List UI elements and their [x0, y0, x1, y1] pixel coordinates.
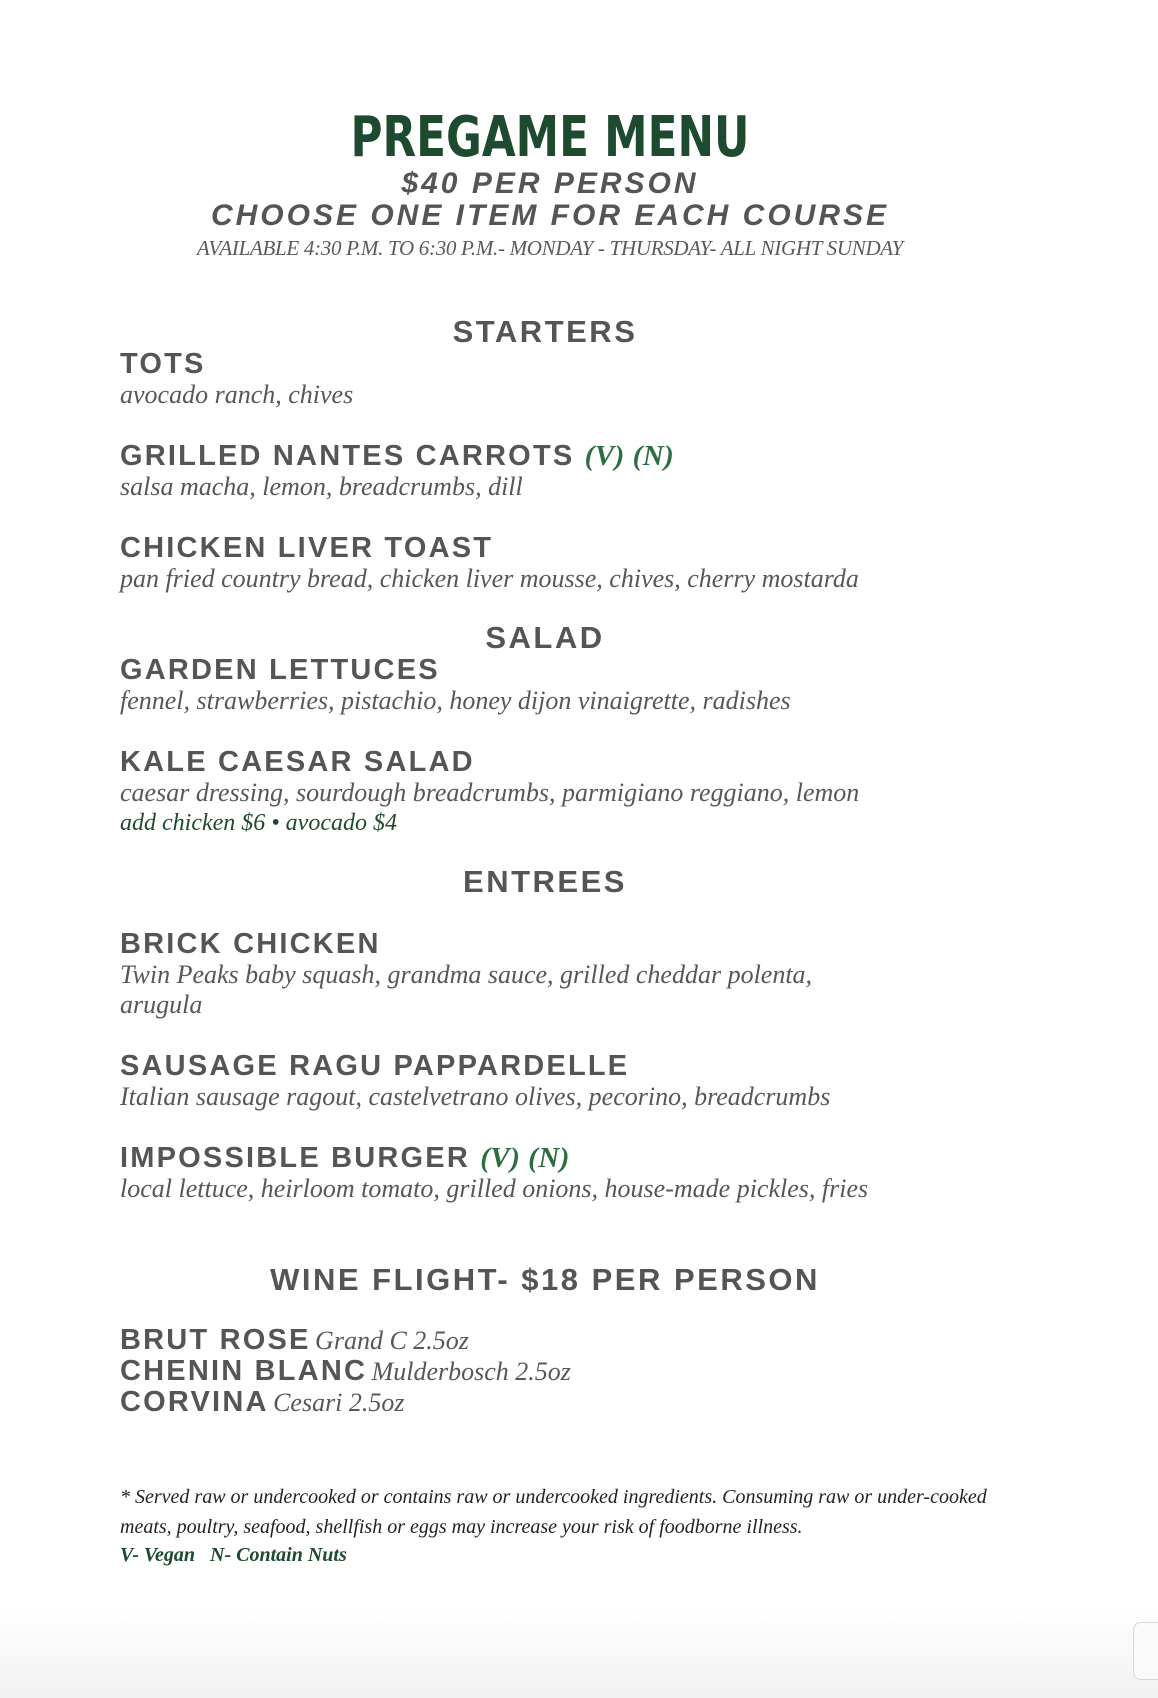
menu-item [120, 1142, 1020, 1204]
item-name: TOTS [120, 348, 206, 380]
menu-item [120, 928, 1020, 1020]
menu-item [120, 348, 1020, 410]
dietary-legend: V- Vegan N- Contain Nuts [120, 1544, 347, 1566]
wine-item [120, 1386, 405, 1419]
price-line: $40 PER PERSON [401, 167, 699, 200]
dietary-tag: (V) (N) [480, 1142, 570, 1174]
item-description: avocado ranch, chives [120, 380, 354, 409]
dietary-tag: (V) (N) [584, 440, 675, 472]
wine-name: CHENIN BLANC [120, 1355, 368, 1387]
wine-detail: Mulderbosch 2.5oz [371, 1357, 571, 1386]
wine-item [120, 1355, 571, 1388]
bottom-shade [0, 1608, 1158, 1698]
item-name: IMPOSSIBLE BURGER (V) (N) [120, 1142, 570, 1174]
item-description: salsa macha, lemon, breadcrumbs, dill [120, 472, 523, 501]
menu-header [0, 105, 1100, 262]
page-title: PREGAME MENU [350, 105, 750, 170]
wine-item [120, 1324, 469, 1357]
item-name: GARDEN LETTUCES [120, 654, 440, 686]
menu-item [120, 654, 1020, 716]
menu-item [120, 1050, 1020, 1112]
section-heading-entrees: ENTREES [463, 864, 627, 899]
instruction-line: CHOOSE ONE ITEM FOR EACH COURSE [210, 199, 890, 232]
item-name: GRILLED NANTES CARROTS (V) (N) [120, 440, 675, 472]
section-heading-wine-flight: WINE FLIGHT- $18 PER PERSON [270, 1262, 820, 1297]
menu-item [120, 440, 1020, 502]
wine-name: CORVINA [120, 1386, 269, 1418]
item-addons: add chicken $6 • avocado $4 [120, 810, 397, 836]
wine-detail: Cesari 2.5oz [273, 1388, 405, 1417]
item-name: KALE CAESAR SALAD [120, 746, 475, 778]
item-description-continued: arugula [120, 990, 203, 1019]
item-description: pan fried country bread, chicken liver mousse, chives, cherry mostarda [120, 564, 859, 593]
item-name: SAUSAGE RAGU PAPPARDELLE [120, 1050, 630, 1082]
item-name: CHICKEN LIVER TOAST [120, 532, 494, 564]
wine-name: BRUT ROSE [120, 1324, 311, 1356]
item-description: Italian sausage ragout, castelvetrano olives, pecorino, breadcrumbs [120, 1082, 831, 1111]
menu-item [120, 746, 1020, 838]
item-description: Twin Peaks baby squash, grandma sauce, grilled cheddar polenta, [120, 960, 813, 989]
item-description: caesar dressing, sourdough breadcrumbs, parmigiano reggiano, lemon [120, 778, 860, 807]
item-name: BRICK CHICKEN [120, 928, 381, 960]
section-heading-starters: STARTERS [452, 314, 638, 349]
menu-item [120, 532, 1020, 594]
availability-line: AVAILABLE 4:30 P.M. TO 6:30 P.M.- MONDAY - THURSDAY- ALL NIGHT SUNDAY [196, 236, 904, 260]
scroll-tab[interactable] [1133, 1622, 1158, 1680]
item-description: local lettuce, heirloom tomato, grilled onions, house-made pickles, fries [120, 1174, 869, 1203]
wine-detail: Grand C 2.5oz [315, 1326, 469, 1355]
section-heading-salad: SALAD [485, 620, 605, 655]
item-description: fennel, strawberries, pistachio, honey dijon vinaigrette, radishes [120, 686, 791, 715]
raw-food-disclaimer: * Served raw or undercooked or contains raw or undercooked ingredients. Consuming raw or under-cooked meats, poultry, seafood, shellfish or eggs may increase your risk of foodborne illness. [120, 1486, 987, 1538]
